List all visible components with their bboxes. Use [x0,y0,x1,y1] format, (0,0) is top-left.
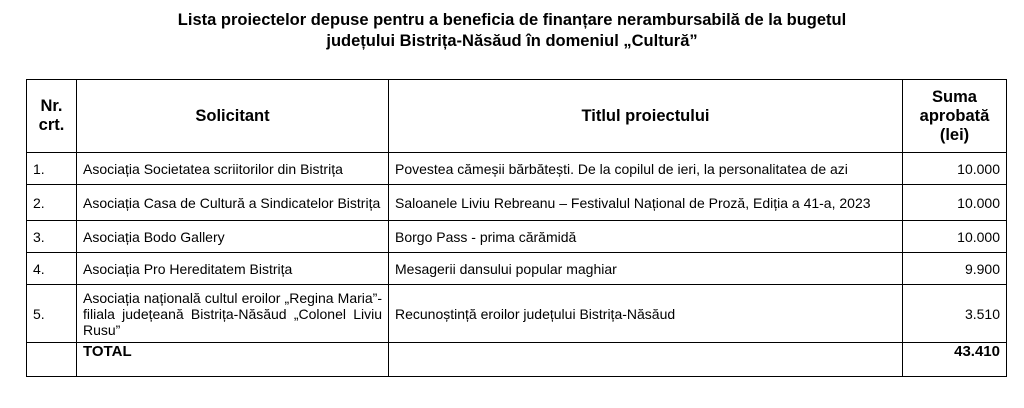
row-suma: 10.000 [903,153,1007,185]
total-empty-cell [27,343,77,377]
row-solicitant: Asociația Pro Hereditatem Bistrița [77,253,389,285]
table-row [27,285,1007,343]
table-row [27,253,1007,285]
total-value: 43.410 [903,343,1007,377]
row-titlu: Saloanele Liviu Rebreanu – Festivalul Național de Proză, Ediția a 41-a, 2023 [389,185,903,221]
header-solicitant: Solicitant [77,80,389,153]
row-titlu: Recunoștință eroilor județului Bistrița-Năsăud [389,285,903,343]
row-number: 2. [27,185,77,221]
table-row [27,153,1007,185]
table-header-row [27,80,1007,153]
header-titlu-proiect: Titlul proiectului [389,80,903,153]
table-row [27,185,1007,221]
title-line-2: județului Bistrița-Năsăud în domeniul „Cultură” [326,32,698,50]
total-empty-cell [389,343,903,377]
row-titlu: Borgo Pass - prima cărămidă [389,221,903,253]
title-line-1: Lista proiectelor depuse pentru a beneficia de finanțare nerambursabilă de la bugetul [177,11,847,29]
row-number: 3. [27,221,77,253]
row-suma: 10.000 [903,185,1007,221]
row-titlu: Povestea cămeșii bărbătești. De la copilul de ieri, la personalitatea de azi [389,153,903,185]
row-suma: 9.900 [903,253,1007,285]
total-label: TOTAL [77,343,389,377]
row-number: 4. [27,253,77,285]
row-solicitant: Asociația Bodo Gallery [77,221,389,253]
projects-table [26,79,1007,377]
row-solicitant: Asociația Societatea scriitorilor din Bistrița [77,153,389,185]
row-suma: 3.510 [903,285,1007,343]
header-nr-crt: Nr. crt. [27,80,77,153]
row-suma: 10.000 [903,221,1007,253]
row-titlu: Mesagerii dansului popular maghiar [389,253,903,285]
table-row [27,221,1007,253]
row-number: 1. [27,153,77,185]
total-row [27,343,1007,377]
document-title [0,10,1024,52]
row-number: 5. [27,285,77,343]
row-solicitant: Asociația Casa de Cultură a Sindicatelor Bistrița [77,185,389,221]
row-solicitant: Asociația națională cultul eroilor „Regina Maria”-filiala județeană Bistrița-Năsăud „Colonel Liviu Rusu” [77,285,389,343]
header-suma-aprobata: Suma aprobată (lei) [903,80,1007,153]
